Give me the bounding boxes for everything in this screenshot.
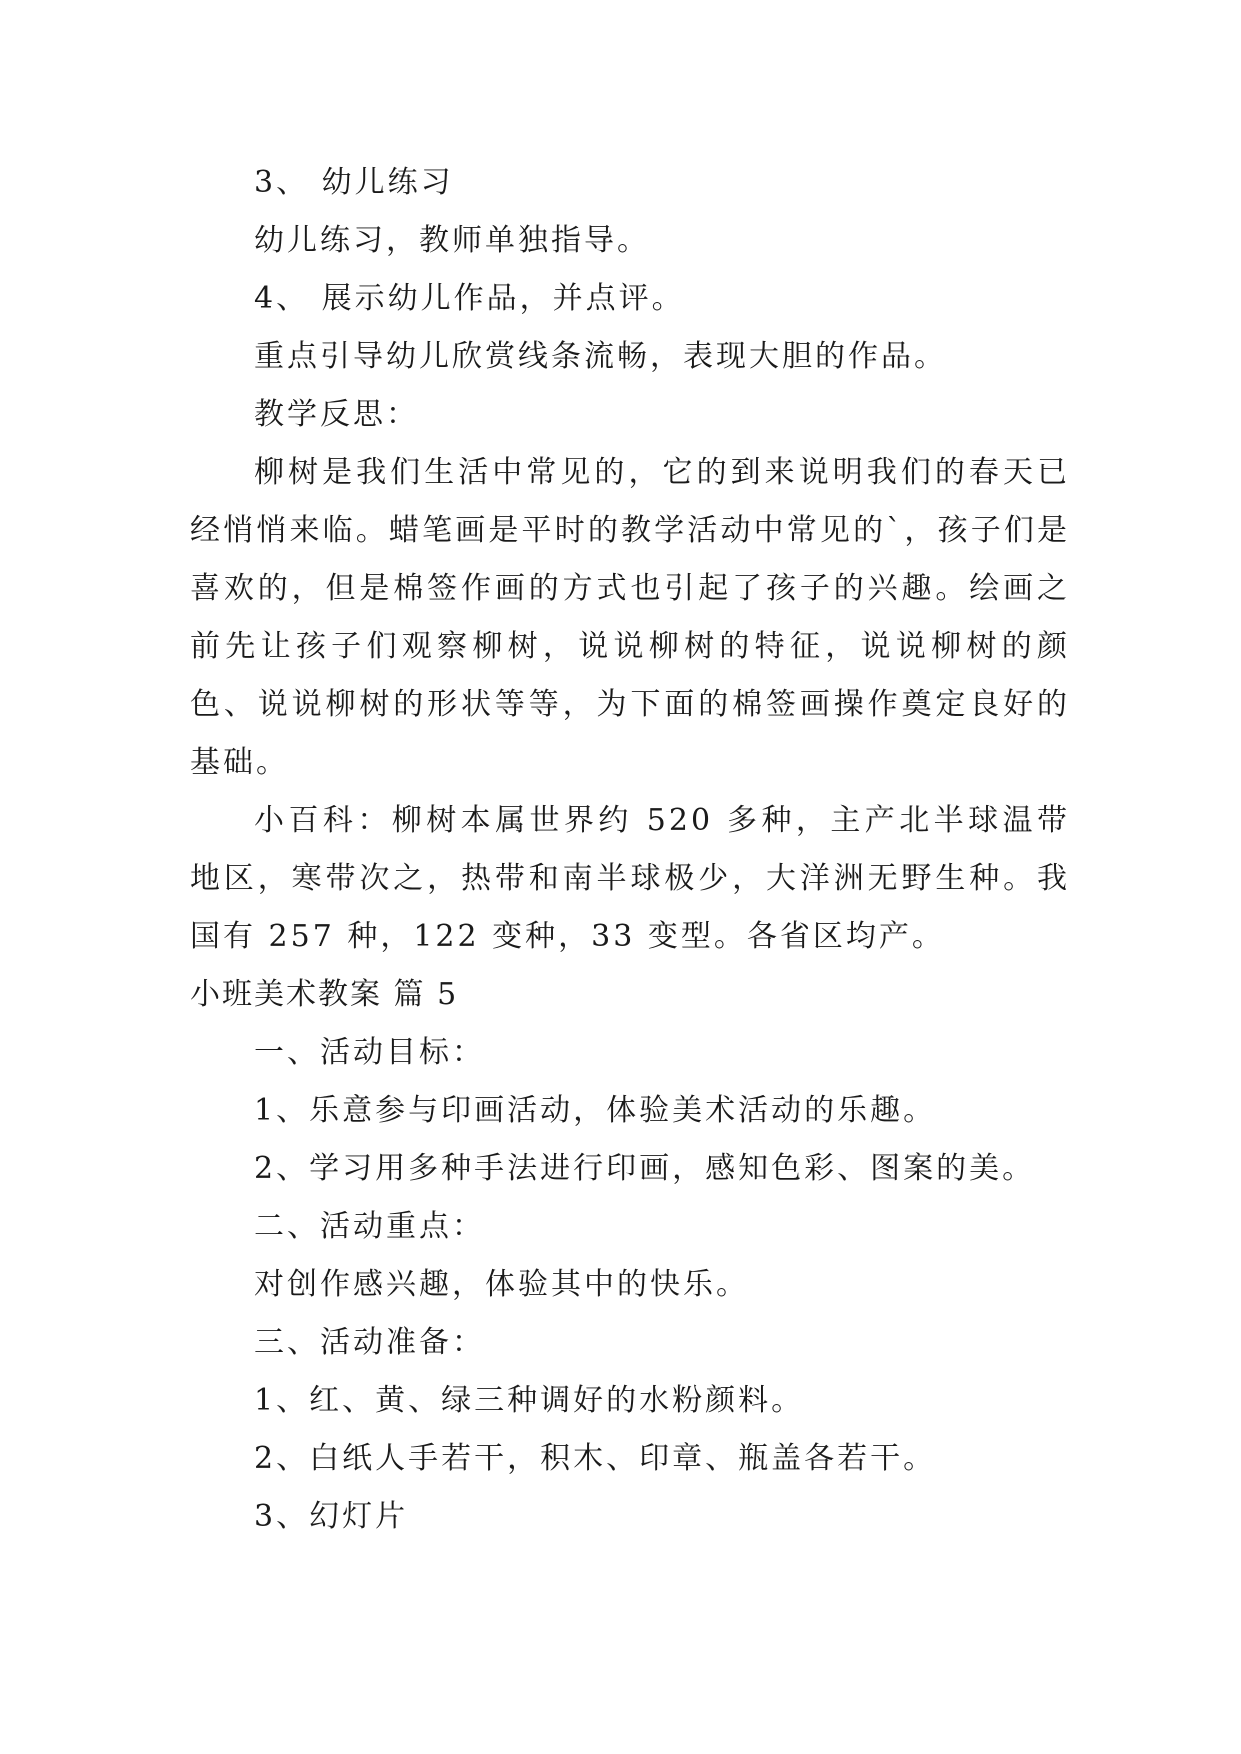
preparation-item-3: 3、幻灯片 — [254, 1499, 409, 1534]
preparation-item-2: 2、白纸人手若干，积木、印章、瓶盖各若干。 — [254, 1441, 937, 1476]
preparation-item-1: 1、红、黄、绿三种调好的水粉颜料。 — [254, 1383, 805, 1418]
step-3-text: 幼儿练习，教师单独指导。 — [254, 223, 650, 258]
encyclopedia-paragraph: 小百科：柳树本属世界约 520 多种，主产北半球温带地区，寒带次之，热带和南半球极少，大洋洲无野生种。我国有 257 种，122 变种，33 变型。各省区均产。 — [190, 803, 1070, 954]
step-3-heading: 3、 幼儿练习 — [254, 165, 454, 200]
reflection-paragraph: 柳树是我们生活中常见的，它的到来说明我们的春天已经悄悄来临。蜡笔画是平时的教学活动中常见的`，孩子们是喜欢的，但是棉签作画的方式也引起了孩子的兴趣。绘画之前先让孩子们观察柳树，说说柳树的特征，说说柳树的颜色、说说柳树的形状等等，为下面的棉签画操作奠定良好的基础。 — [190, 455, 1070, 780]
section-title: 小班美术教案 篇 5 — [190, 977, 459, 1012]
goal-heading: 一、活动目标： — [254, 1035, 485, 1070]
step-4-heading: 4、 展示幼儿作品，并点评。 — [254, 281, 685, 316]
goal-item-2: 2、学习用多种手法进行印画，感知色彩、图案的美。 — [254, 1151, 1036, 1186]
focus-heading: 二、活动重点： — [254, 1209, 485, 1244]
reflection-heading: 教学反思： — [254, 397, 419, 432]
step-4-text: 重点引导幼儿欣赏线条流畅，表现大胆的作品。 — [254, 339, 947, 374]
focus-text: 对创作感兴趣，体验其中的快乐。 — [254, 1267, 749, 1302]
goal-item-1: 1、乐意参与印画活动，体验美术活动的乐趣。 — [254, 1093, 937, 1128]
preparation-heading: 三、活动准备： — [254, 1325, 485, 1360]
document-body — [190, 154, 1070, 1546]
